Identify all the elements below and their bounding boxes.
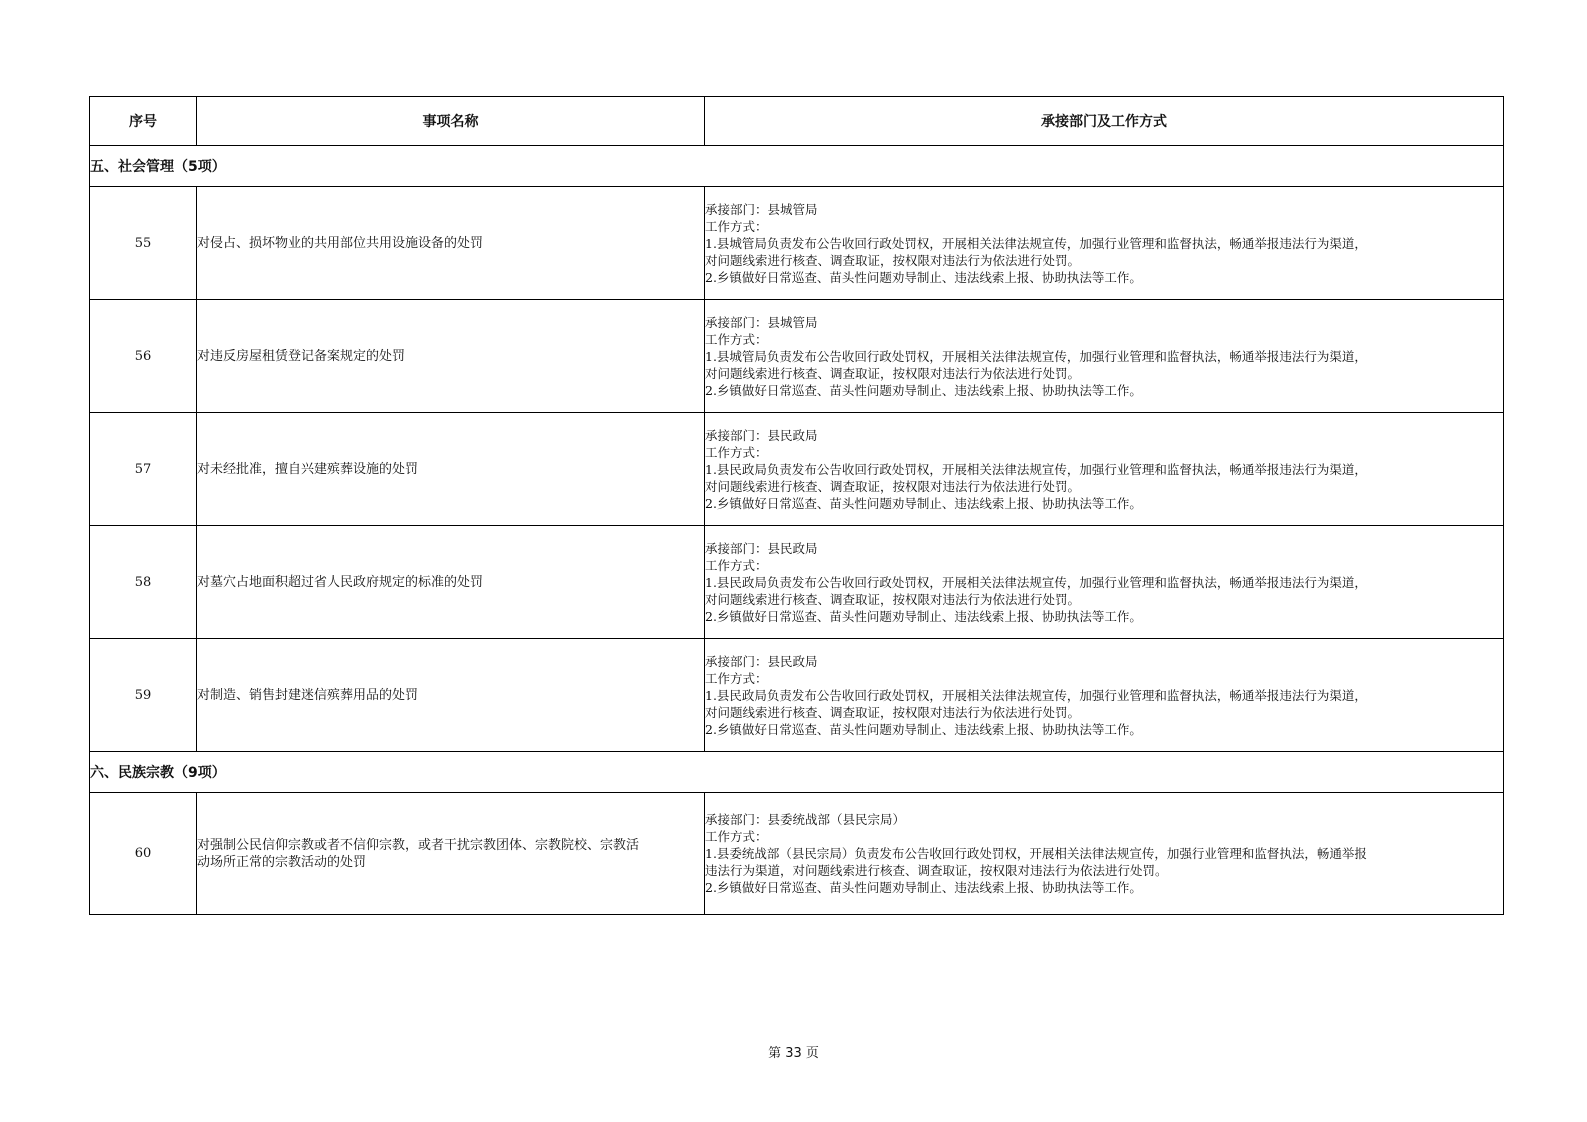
row-matter-name: 对违反房屋租赁登记备案规定的处罚: [197, 300, 705, 413]
dept-line: 对问题线索进行核查、调查取证，按权限对违法行为依法进行处罚。: [705, 704, 1081, 720]
table-row: [90, 793, 1504, 915]
dept-line: 工作方式：: [705, 218, 768, 234]
dept-line: 1.县城管局负责发布公告收回行政处罚权，开展相关法律法规宣传，加强行业管理和监督执法，畅通举报违法行为渠道，: [705, 348, 1367, 364]
section-title: 六、民族宗教（9项）: [90, 752, 1504, 793]
row-matter-name: 对未经批准，擅自兴建殡葬设施的处罚: [197, 413, 705, 526]
table-row: [90, 300, 1504, 413]
row-dept-method: [705, 526, 1504, 639]
row-dept-method: [705, 300, 1504, 413]
dept-line: 工作方式：: [705, 670, 768, 686]
header-name: 事项名称: [197, 97, 705, 146]
row-matter-name: 对墓穴占地面积超过省人民政府规定的标准的处罚: [197, 526, 705, 639]
row-matter-name: 对侵占、损坏物业的共用部位共用设施设备的处罚: [197, 187, 705, 300]
dept-line: 对问题线索进行核查、调查取证，按权限对违法行为依法进行处罚。: [705, 591, 1081, 607]
row-number: 55: [90, 187, 197, 300]
row-number: 56: [90, 300, 197, 413]
row-number: 57: [90, 413, 197, 526]
row-dept-method: [705, 793, 1504, 915]
dept-line: 工作方式：: [705, 331, 768, 347]
row-dept-method: [705, 639, 1504, 752]
page-number: 第 33 页: [768, 1046, 819, 1061]
table-row: [90, 187, 1504, 300]
section-title: 五、社会管理（5项）: [90, 146, 1504, 187]
row-dept-method: [705, 413, 1504, 526]
dept-line: 承接部门：县民政局: [705, 540, 818, 556]
dept-line: 工作方式：: [705, 557, 768, 573]
dept-line: 承接部门：县城管局: [705, 201, 818, 217]
table-row: [90, 639, 1504, 752]
dept-line: 1.县委统战部（县民宗局）负责发布公告收回行政处罚权，开展相关法律法规宣传，加强行业管理和监督执法，畅通举报: [705, 846, 1367, 861]
name-line: 对强制公民信仰宗教或者不信仰宗教，或者干扰宗教团体、宗教院校、宗教活: [197, 837, 640, 853]
dept-line: 对问题线索进行核查、调查取证，按权限对违法行为依法进行处罚。: [705, 365, 1081, 381]
dept-line: 承接部门：县委统战部（县民宗局）: [705, 812, 906, 827]
section-row: [90, 752, 1504, 793]
dept-line: 承接部门：县民政局: [705, 653, 818, 669]
dept-line: 2.乡镇做好日常巡查、苗头性问题劝导制止、违法线索上报、协助执法等工作。: [705, 269, 1142, 285]
dept-line: 承接部门：县民政局: [705, 427, 818, 443]
row-number: 60: [90, 793, 197, 915]
dept-line: 工作方式：: [705, 829, 768, 844]
dept-line: 2.乡镇做好日常巡查、苗头性问题劝导制止、违法线索上报、协助执法等工作。: [705, 608, 1142, 624]
dept-line: 2.乡镇做好日常巡查、苗头性问题劝导制止、违法线索上报、协助执法等工作。: [705, 382, 1142, 398]
row-number: 58: [90, 526, 197, 639]
row-matter-name: [197, 793, 705, 915]
section-row: [90, 146, 1504, 187]
name-line: 动场所正常的宗教活动的处罚: [197, 854, 367, 870]
dept-line: 工作方式：: [705, 444, 768, 460]
dept-line: 1.县民政局负责发布公告收回行政处罚权，开展相关法律法规宣传，加强行业管理和监督执法，畅通举报违法行为渠道，: [705, 574, 1367, 590]
dept-line: 2.乡镇做好日常巡查、苗头性问题劝导制止、违法线索上报、协助执法等工作。: [705, 495, 1142, 511]
row-number: 59: [90, 639, 197, 752]
dept-line: 承接部门：县城管局: [705, 314, 818, 330]
header-no: 序号: [90, 97, 197, 146]
row-dept-method: [705, 187, 1504, 300]
header-dept: 承接部门及工作方式: [705, 97, 1504, 146]
dept-line: 1.县城管局负责发布公告收回行政处罚权，开展相关法律法规宣传，加强行业管理和监督执法，畅通举报违法行为渠道，: [705, 235, 1367, 251]
dept-line: 对问题线索进行核查、调查取证，按权限对违法行为依法进行处罚。: [705, 252, 1081, 268]
dept-line: 违法行为渠道，对问题线索进行核查、调查取证，按权限对违法行为依法进行处罚。: [705, 863, 1168, 878]
table-header-row: [90, 97, 1504, 146]
table-row: [90, 526, 1504, 639]
dept-line: 1.县民政局负责发布公告收回行政处罚权，开展相关法律法规宣传，加强行业管理和监督执法，畅通举报违法行为渠道，: [705, 687, 1367, 703]
dept-line: 2.乡镇做好日常巡查、苗头性问题劝导制止、违法线索上报、协助执法等工作。: [705, 721, 1142, 737]
dept-line: 1.县民政局负责发布公告收回行政处罚权，开展相关法律法规宣传，加强行业管理和监督执法，畅通举报违法行为渠道，: [705, 461, 1367, 477]
matters-table: [89, 96, 1504, 915]
row-matter-name: 对制造、销售封建迷信殡葬用品的处罚: [197, 639, 705, 752]
dept-line: 对问题线索进行核查、调查取证，按权限对违法行为依法进行处罚。: [705, 478, 1081, 494]
dept-line: 2.乡镇做好日常巡查、苗头性问题劝导制止、违法线索上报、协助执法等工作。: [705, 880, 1142, 895]
table-row: [90, 413, 1504, 526]
